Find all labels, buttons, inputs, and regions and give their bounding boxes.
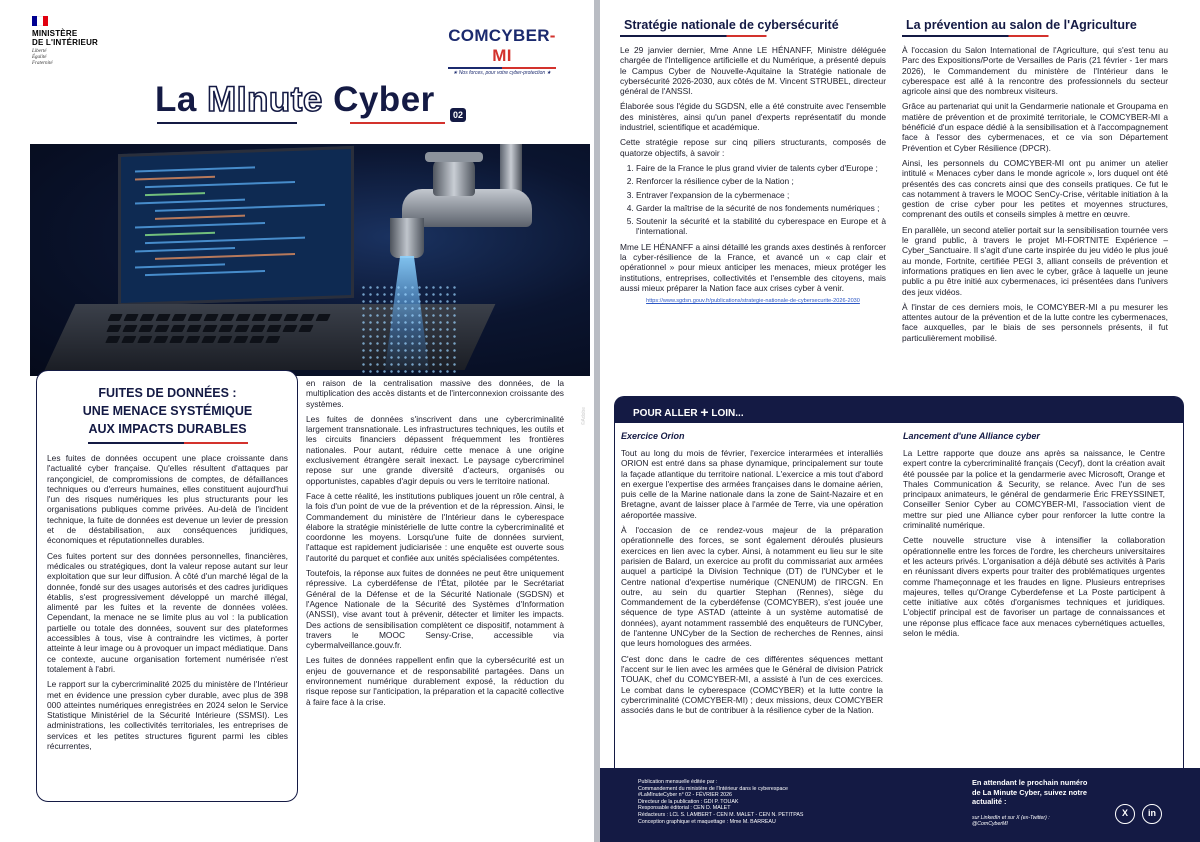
agriculture-paragraph: En parallèle, un second atelier portait sur la sensibilisation tournée vers le grand public, à travers le projet MI-FORTNITE Expérience – Cyber_Sanctuaire. Il s'agit d'une carte inspirée du jeu vidéo le plus joué au monde, Fortnite, certifiée PEGI 3, alliant conseils de prévention et informations pratiques en lien avec le cyber, grâce à laquelle un jeune public a pu être initié aux cybermenaces, ici présentées dans l'univers des jeux vidéos. bbox=[902, 224, 1168, 297]
credit-line: Conception graphique et maquettage : Mme M. BARREAU bbox=[638, 818, 776, 825]
faucet-valve bbox=[433, 158, 475, 196]
strategy-pillars-list bbox=[620, 163, 886, 237]
alliance-paragraph: Cette nouvelle structure vise à intensifier la collaboration opérationnelle entre les forces de l'ordre, les chercheurs universitaires et les acteurs privés. L'organisation a déjà débuté ses activités à Paris en réunissant divers experts pour traiter des problématiques urgentes comme l'hameçonnage et les fraudes en ligne. Plusieurs entreprises majeures, telles qu'Orange Cyberdefense et La Poste participent à cette initiative aux côtés d'organismes techniques et juridiques. L'objectif principal est de favoriser un partage de connaissances et une réponse plus efficace face aux menaces cybernétiques actuelles, selon le média. bbox=[903, 535, 1165, 639]
alliance-heading: Lancement d'une Alliance cyber bbox=[903, 431, 1040, 441]
article-title-rule bbox=[88, 442, 248, 444]
laptop-screen bbox=[118, 146, 354, 306]
ministry-logo bbox=[32, 16, 142, 67]
agriculture-paragraph: Grâce au partenariat qui unit la Gendarmerie nationale et Groupama en matière de prévention et de proximité territoriale, le COMCYBER-MI a bénéficié d'un espace dédié à la sensibilisation et à l'accompagnement face à l'essor des cybermenaces, et ce via son Département Prévention et Cyber Résilience (DPCR). bbox=[902, 101, 1168, 153]
footer bbox=[600, 768, 1200, 842]
right-page bbox=[600, 0, 1200, 842]
article-paragraph: en raison de la centralisation massive des données, de la multiplication des accès distants et de l'interconnexion croissante des systèmes. bbox=[306, 378, 564, 409]
ministry-motto-3: Fraternité bbox=[32, 61, 53, 66]
agriculture-paragraph: À l'occasion du Salon International de l'Agriculture, qui s'est tenu au Parc des Expositions/Porte de Versailles de Paris (21 février - 1er mars 2026), le Commandement du ministère de l'Intérieur dans le cyberespace est allé à la rencontre des professionnels du secteur agricole ainsi que des nombreux visiteurs. bbox=[902, 45, 1168, 97]
orion-heading: Exercice Orion bbox=[621, 431, 685, 441]
faucet-pipe bbox=[500, 144, 522, 194]
title-word-la: La bbox=[155, 80, 208, 119]
faucet-handle bbox=[425, 152, 483, 162]
social-handle: @ComCyberMI bbox=[972, 821, 1008, 828]
credit-line: Commandement du ministère de l'Intérieur dans le cyberespace bbox=[638, 785, 788, 792]
strategy-pillar: 5. Soutenir la sécurité et la stabilité du cyberespace en Europe et à l'international. bbox=[636, 216, 886, 237]
french-flag-icon bbox=[32, 16, 48, 26]
strategy-paragraph: Élaborée sous l'égide du SGDSN, elle a été construite avec l'ensemble des ministères, ainsi qu'un panel d'experts représentatif du monde industriel, scientifique et académique. bbox=[620, 101, 886, 133]
publication-credits bbox=[638, 779, 958, 825]
follow-us bbox=[972, 778, 1112, 828]
strategy-pillar: 4. Garder la maîtrise de la sécurité de nos fondements numériques ; bbox=[636, 203, 886, 213]
agriculture-heading-rule bbox=[902, 35, 1168, 37]
image-credit: ©Adobe bbox=[581, 407, 587, 426]
logo-underline bbox=[448, 67, 556, 69]
title-word-cyber: Cyber bbox=[322, 80, 435, 119]
orion-paragraph: C'est donc dans le cadre de ces différentes séquences mettant l'accent sur le lien avec les armées que le Général de division Patrick TOUAK, chef du COMCYBER-MI, a assisté à l'un de ces exercices. Le combat dans le cyberespace (COMCYBER) et la lutte contre la cybercriminalité (COMCYBER-MI) ; deux missions, deux COMCYBER associés dans le but de contribuer à la résilience cyber de la Nation. bbox=[621, 653, 883, 716]
strategy-pillar: 1. Faire de la France le plus grand vivier de talents cyber d'Europe ; bbox=[636, 163, 886, 173]
strategy-paragraph: Cette stratégie repose sur cinq piliers structurants, composés de quatorze objectifs, à savoir : bbox=[620, 137, 886, 158]
strategy-paragraph: Le 29 janvier dernier, Mme Anne LE HÉNANFF, Ministre déléguée chargée de l'Intelligence artificielle et du Numérique, a présenté depuis le Campus Cyber de Nouvelle-Aquitaine la Stratégie nationale de cybersécurité 2026-2030, aux côtés de M. Vincent STRUBEL, directeur général de l'ANSSI. bbox=[620, 45, 886, 97]
credit-line: Rédacteurs : LCL S. LAMBERT - CEN M. MALET - CEN N. PETITPAS bbox=[638, 811, 804, 818]
social-caption: sur LinkedIn et sur X (ex-Twitter) : bbox=[972, 814, 1050, 821]
strategy-link[interactable]: https://www.sgdsn.gouv.fr/publications/strategie-nationale-de-cybersecurite-2026-2030 bbox=[646, 298, 860, 305]
article-paragraph: Les fuites de données s'inscrivent dans une cybercriminalité largement transnationale. Les infrastructures techniques, les outils et les circuits financiers dépassent fréquemment les frontières nationales. Pour autant, réduire cette menace à une origine exclusivement étrangère serait inexact. Le paysage cybercriminel repose sur une grande diversité d'acteurs, organisés ou opportunistes, capables d'agir depuis ou vers le territoire national. bbox=[306, 413, 564, 486]
alliance-section bbox=[903, 431, 1165, 643]
logo-mi: -MI bbox=[492, 26, 556, 65]
issue-number-badge: 02 bbox=[450, 108, 466, 122]
ministry-name-1: MINISTÈRE bbox=[32, 29, 78, 38]
title-underline-navy bbox=[157, 122, 297, 124]
x-twitter-icon[interactable]: X bbox=[1115, 804, 1135, 824]
article-paragraph: Face à cette réalité, les institutions publiques jouent un rôle central, à la fois d'un point de vue de la prévention et de la répression. Ainsi, le Commandement du ministère de l'Intérieur dans le cyberespace élabore la stratégie ministérielle de lutte contre la cybercriminalité et coordonne les moyens. Lorsqu'une fuite de données survient, l'attaque est rapidement judiciarisée : une enquête est ouverte sous l'autorité du parquet et confiée aux unités spécialisées compétentes. bbox=[306, 490, 564, 563]
left-page bbox=[0, 0, 594, 842]
orion-section bbox=[621, 431, 883, 720]
credit-line: #LaMInuteCyber n° 02 - FÉVRIER 2026 bbox=[638, 792, 732, 799]
article-title-3: AUX IMPACTS DURABLES bbox=[88, 422, 247, 436]
orion-paragraph: À l'occasion de ce rendez-vous majeur de la préparation opérationnelle des forces, se sont également déroulés plusieurs exercices en lien avec la cyber. Ainsi, à notamment eu lieu sur le site parisien de Balard, un exercice au profit du commissariat aux armées auquel a participé la Division Technique (DT) de l'UNCyber et le Centre national d'expertise numérique (CNENUM) de l'IRCGN. En outre, au sein du quartier Stephan (Rennes), siège du Commandement de la cyberdéfense (COMCYBER), s'est jouée une séquence de type ASTAD (atteinte à un système automatisé de données), ayant notamment rassemblé des enquêteurs de l'UNCyber, de l'antenne UNCyber de la Section de recherches de Rennes, ainsi que leurs homologues des armées. bbox=[621, 525, 883, 649]
follow-cta-1: En attendant le prochain numéro bbox=[972, 778, 1088, 787]
ministry-motto-1: Liberté bbox=[32, 49, 47, 54]
faucet-spout bbox=[390, 218, 424, 258]
comcyber-motto: ★ Nos forces, pour votre cyber-protection ★ bbox=[452, 70, 552, 76]
article-title-1: FUITES DE DONNÉES : bbox=[98, 386, 237, 400]
title-word-minute: MInute bbox=[207, 80, 323, 119]
article-paragraph: Les fuites de données occupent une place croissante dans l'actualité cyber française. Qu'elles résultent d'attaques par rançongiciel, de compromissions de comptes, de défaillances techniques ou d'erreurs humaines, elles constituent aujourd'hui l'un des risques numériques les plus structurants pour les organisations publiques comme privées. Au-delà de l'incident technique, la fuite de données est devenue un levier de pression et de déstabilisation, aux conséquences juridiques, économiques et réputationnelles durables. bbox=[47, 453, 288, 546]
agriculture-section bbox=[902, 18, 1168, 348]
article-paragraph: Le rapport sur la cybercriminalité 2025 du ministère de l'Intérieur met en évidence une pression cyber durable, avec plus de 398 000 atteintes numériques enregistrées en 2024 selon le Service Statistique Ministériel de la Sécurité Intérieure (SSMSI). Les administrations, les collectivités territoriales, les entreprises de services et les petites structures figurent parmi les cibles récurrentes, bbox=[47, 679, 288, 752]
logo-com: COM bbox=[448, 26, 489, 45]
credit-line: Directeur de la publication : GDI P. TOUAK bbox=[638, 798, 739, 805]
logo-cyber: CYBER bbox=[488, 26, 550, 45]
strategy-section bbox=[620, 18, 886, 304]
data-particles bbox=[360, 284, 460, 374]
more-bar-label: POUR ALLER bbox=[633, 408, 701, 419]
newsletter-title bbox=[155, 80, 435, 120]
strategy-heading-rule bbox=[620, 35, 886, 37]
agriculture-paragraph: À l'instar de ces derniers mois, le COMCYBER-MI a pu mesurer les attentes autour de la prévention et de la lutte contre les cybermenaces, face auxquelles, par le biais de ses personnels présents, il fut particulièrement mobilisé. bbox=[902, 301, 1168, 343]
title-underline-red bbox=[350, 122, 445, 124]
more-bar-label-end: LOIN... bbox=[708, 408, 744, 419]
ministry-name-2: DE L'INTÉRIEUR bbox=[32, 38, 99, 47]
ministry-motto-2: Égalité bbox=[32, 55, 47, 60]
article-paragraph: Toutefois, la réponse aux fuites de données ne peut être uniquement répressive. La cyberdéfense de l'État, pilotée par le Secrétariat Général de la Défense et de la Sécurité Nationale (SGDSN) et l'Agence Nationale de la Sécurité des Systèmes d'Information (ANSSI), vise avant tout à prévenir, détecter et limiter les impacts. Des actions de sensibilisation complètent ce dispositif, notamment à travers le MOOC Sensy-Crise, accessible via cybermalveillance.gouv.fr. bbox=[306, 568, 564, 651]
comcyber-logo bbox=[442, 26, 562, 76]
orion-paragraph: Tout au long du mois de février, l'exercice interarmées et interalliés ORION est entré dans sa phase dynamique, principalement sur toute la façade atlantique du territoire national. L'exercice a mis tout d'abord en exergue l'expertise des armées françaises dans le domaine aérien, puis celle de la Marine nationale dans la zone de Saint-Nazaire et en Bretagne, avant de laisser place à l'armée de Terre, via une opération aéroportée massive. bbox=[621, 448, 883, 520]
article-paragraph: Les fuites de données rappellent enfin que la cybersécurité est un enjeu de gouvernance et de responsabilité partagées. Dans un environnement numérique durablement exposé, la réduction du risque repose sur l'anticipation, la préparation et la capacité collective à faire face à la crise. bbox=[306, 655, 564, 707]
agriculture-paragraph: Ainsi, les personnels du COMCYBER-MI ont pu animer un atelier intitulé « Menaces cyber dans le monde agricole », lors duquel ont été présentés des cas concrets ainsi que des conseils pratiques. Ce fut le cas notamment à travers le MOOC SenCy-Crise, véritable initiation à la gestion de crise cyber pour les petites et moyennes structures, comprenant des outils et conseils simples à mettre en œuvre. bbox=[902, 157, 1168, 220]
strategy-heading: Stratégie nationale de cybersécurité bbox=[624, 18, 839, 32]
agriculture-heading: La prévention au salon de l'Agriculture bbox=[906, 18, 1137, 32]
more-bar bbox=[615, 397, 1183, 423]
credit-line: Responsable éditorial : CEN D. MALET bbox=[638, 805, 731, 812]
article-box bbox=[36, 370, 298, 802]
follow-cta-2: de La Minute Cyber, suivez notre bbox=[972, 787, 1087, 797]
linkedin-icon[interactable]: in bbox=[1142, 804, 1162, 824]
article-paragraph: Ces fuites portent sur des données personnelles, financières, médicales ou stratégiques, dont la valeur repose autant sur leur exploitation que sur leur diffusion. À côté d'un marché légal de la donnée, fondé sur des usages autorisés et des cadres juridiques établis, s'est progressivement développé un marché illégal, alimenté par les fuites et la revente de données volées. Cependant, la menace ne se limite plus au vol : la publication partielle ou totale des données, souvent sur des plateformes accessibles à tous, vise à contraindre les victimes, à porter atteinte à leur image ou à provoquer un impact médiatique. Dans ce contexte, aucune organisation fortement numérisée n'est totalement à l'abri. bbox=[47, 550, 288, 674]
credit-line: Publication mensuelle éditée par : bbox=[638, 779, 718, 785]
plus-icon: + bbox=[700, 404, 709, 420]
strategy-pillar: 3. Entraver l'expansion de la cybermenace ; bbox=[636, 190, 886, 200]
article-title-2: UNE MENACE SYSTÉMIQUE bbox=[82, 404, 253, 418]
strategy-paragraph: Mme LE HÉNANFF a ainsi détaillé les grands axes destinés à renforcer la cyber-résilience de la France, et avancé un « cap clair et opérationnel » pour mieux anticiper les menaces, mieux protéger les institutions, entreprises, collectivités et l'ensemble des citoyens, mais aussi mieux préparer la Nation face aux crises cyber à venir. bbox=[620, 241, 886, 293]
strategy-pillar: 2. Renforcer la résilience cyber de la Nation ; bbox=[636, 176, 886, 186]
alliance-paragraph: La Lettre rapporte que douze ans après sa naissance, le Centre expert contre la cybercriminalité français (Cecyf), dont la création avait été poussée par la police et la gendarmerie avec Microsoft, Orange et Thales Communication & Security, se relance. Avec l'un de ses principaux animateurs, le général de gendarmerie Éric FREYSSINET, Conseiller Senior Cyber au COMCYBER-MI, l'association vient de mettre sur pied une Alliance cyber pour renforcer la lutte contre la criminalité numérique. bbox=[903, 448, 1165, 531]
follow-cta-3: actualité : bbox=[972, 797, 1007, 807]
article-column-2 bbox=[306, 378, 564, 712]
more-box bbox=[614, 396, 1184, 768]
